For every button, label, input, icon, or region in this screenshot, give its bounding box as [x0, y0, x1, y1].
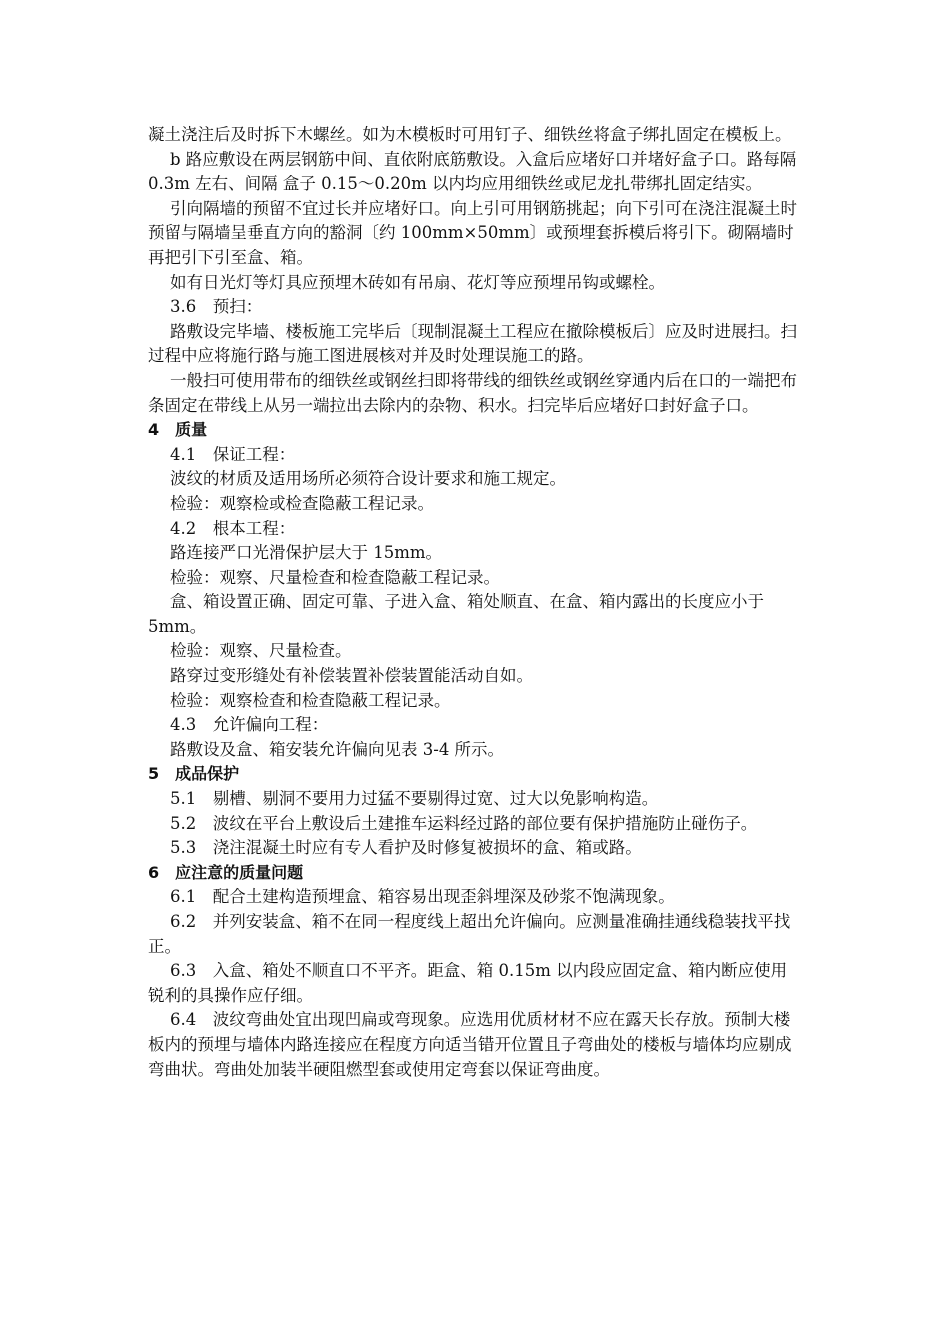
- paragraph: 6.1 配合土建构造预埋盒、箱容易出现歪斜埋深及砂浆不饱满现象。: [170, 887, 675, 907]
- paragraph: 5.2 波纹在平台上敷设后土建推车运料经过路的部位要有保护措施防止碰伤子。: [170, 813, 758, 833]
- paragraph: 路连接严口光滑保护层大于 15mm。: [170, 543, 443, 563]
- paragraph: 一般扫可使用带布的细铁丝或钢丝扫即将带线的细铁丝或钢丝穿通内后在口的一端把布条固定在带线上从另一端拉出去除内的杂物、积水。扫完毕后应堵好口封好盒子口。: [148, 370, 797, 415]
- paragraph: 5.1 剔槽、剔洞不要用力过猛不要剔得过宽、过大以免影响构造。: [170, 789, 659, 809]
- paragraph: 路穿过变形缝处有补偿装置补偿装置能活动自如。: [170, 666, 533, 686]
- paragraph: 检验：观察、尺量检查和检查隐蔽工程记录。: [170, 567, 500, 587]
- section-heading: 6 应注意的质量问题: [148, 862, 304, 882]
- paragraph: 如有日光灯等灯具应预埋木砖如有吊扇、花灯等应预埋吊钩或螺栓。: [170, 272, 665, 292]
- paragraph: 引向隔墙的预留不宜过长并应堵好口。向上引可用钢筋挑起；向下引可在浇注混凝土时预留与隔墙呈垂直方向的豁洞〔约 100mm×50mm〕或预埋套拆模后将引下。砌隔墙时再把引下引至盒、箱。: [148, 198, 797, 267]
- paragraph: 6.4 波纹弯曲处宜出现凹扁或弯现象。应选用优质材材不应在露天长存放。预制大楼板内的预埋与墙体内路连接应在程度方向适当错开位置且子弯曲处的楼板与墙体均应剔成弯曲状。弯曲处加装半硬阻燃型套或使用定弯套以保证弯曲度。: [148, 1010, 792, 1079]
- paragraph: b 路应敷设在两层钢筋中间、直依附底筋敷设。入盒后应堵好口并堵好盒子口。路每隔 0.3m 左右、间隔 盒子 0.15～0.20m 以内均应用细铁丝或尼龙扎带绑扎固定结实。: [148, 149, 797, 194]
- paragraph: 波纹的材质及适用场所必须符合设计要求和施工规定。: [170, 469, 566, 489]
- paragraph: 检验：观察检查和检查隐蔽工程记录。: [170, 690, 451, 710]
- paragraph: 6.2 并列安装盒、箱不在同一程度线上超出允许偏向。应测量准确挂通线稳装找平找正。: [148, 912, 791, 956]
- paragraph: 4.1 保证工程：: [170, 444, 296, 464]
- paragraph: 6.3 入盒、箱处不顺直口不平齐。距盒、箱 0.15m 以内段应固定盒、箱内断应使用锐利的具操作应仔细。: [148, 961, 788, 1005]
- paragraph: 5.3 浇注混凝土时应有专人看护及时修复被损坏的盒、箱或路。: [170, 838, 642, 858]
- paragraph: 4.2 根本工程：: [170, 518, 296, 538]
- paragraph: 检验：观察、尺量检查。: [170, 641, 352, 661]
- paragraph: 检验：观察检或检查隐蔽工程记录。: [170, 493, 434, 513]
- section-heading: 4 质量: [148, 420, 208, 440]
- paragraph: 路敷设及盒、箱安装允许偏向见表 3-4 所示。: [170, 739, 505, 759]
- section-heading: 5 成品保护: [148, 764, 240, 784]
- document-body: [148, 123, 803, 1082]
- paragraph: 盒、箱设置正确、固定可靠、子进入盒、箱处顺直、在盒、箱内露出的长度应小于 5mm。: [148, 592, 764, 636]
- paragraph: 3.6 预扫：: [170, 297, 263, 317]
- paragraph: 4.3 允许偏向工程：: [170, 715, 329, 735]
- paragraph: 路敷设完毕墙、楼板施工完毕后〔现制混凝土工程应在撤除模板后〕应及时进展扫。扫过程中应将施行路与施工图进展核对并及时处理误施工的路。: [148, 321, 797, 366]
- paragraph: 凝土浇注后及时拆下木螺丝。如为木模板时可用钉子、细铁丝将盒子绑扎固定在模板上。: [148, 125, 792, 144]
